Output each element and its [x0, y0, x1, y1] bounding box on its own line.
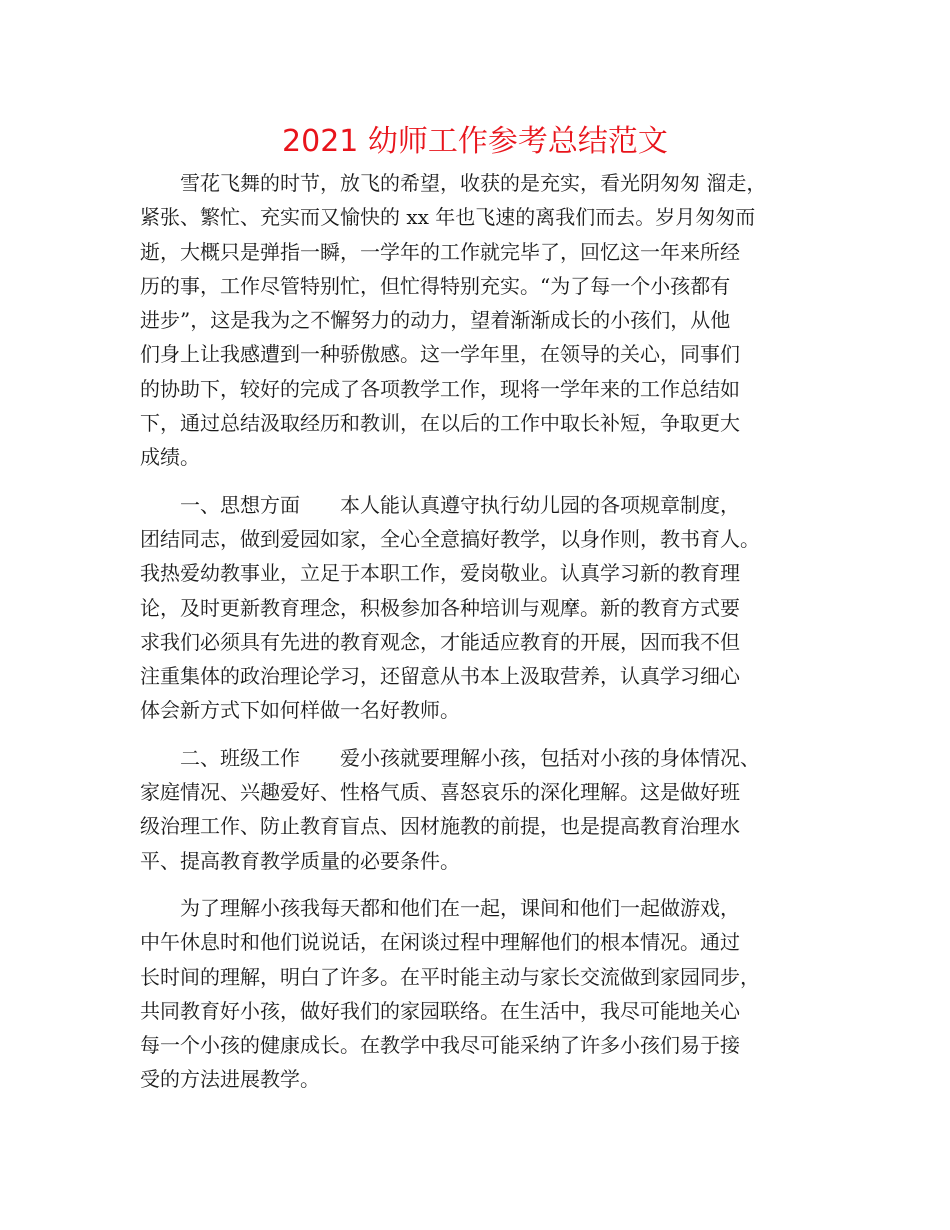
- text-line: 的协助下，较好的完成了各项教学工作，现将一学年来的工作总结如: [140, 376, 740, 401]
- text-line: 受的方法进展教学。: [140, 1067, 320, 1092]
- paragraph-spacer: [140, 728, 840, 741]
- text-line: 注重集体的政治理论学习，还留意从书本上汲取营养，认真学习细心: [140, 664, 740, 689]
- text-line: 成绩。: [140, 445, 200, 470]
- text-line: 我热爱幼教事业，立足于本职工作，爱岗敬业。认真学习新的教育理: [140, 561, 740, 586]
- paragraph-spacer: [140, 475, 840, 488]
- text-line: 共同教育好小孩，做好我们的家园联络。在生活中，我尽可能地关心: [140, 998, 740, 1023]
- text-line: 体会新方式下如何样做一名好教师。: [140, 698, 460, 723]
- text-line: 求我们必须具有先进的教育观念，才能适应教育的开展，因而我不但: [140, 629, 740, 654]
- text-line: 逝，大概只是弹指一瞬，一学年的工作就完毕了，回忆这一年来所经: [140, 239, 740, 264]
- text-line: 论，及时更新教育理念，积极参加各种培训与观摩。新的教育方式要: [140, 595, 740, 620]
- document-title: 2021 幼师工作参考总结范文: [282, 124, 668, 159]
- text-line: 下，通过总结汲取经历和教训，在以后的工作中取长补短，争取更大: [140, 411, 740, 436]
- paragraph-ideology: [140, 488, 840, 728]
- text-line: 家庭情况、兴趣爱好、性格气质、喜怒哀乐的深化理解。这是做好班: [140, 780, 740, 805]
- text-line: 每一个小孩的健康成长。在教学中我尽可能采纳了许多小孩们易于接: [140, 1033, 740, 1058]
- text-line: 团结同志，做到爱园如家，全心全意搞好教学，以身作则，教书育人。: [140, 526, 760, 551]
- text-line: 历的事，工作尽管特别忙，但忙得特别充实。“为了每一个小孩都有: [140, 273, 731, 298]
- text-line: 长时间的理解，明白了许多。在平时能主动与家长交流做到家园同步，: [140, 964, 760, 989]
- text-line: 为了理解小孩我每天都和他们在一起，课间和他们一起做游戏，: [140, 895, 740, 920]
- text-line: 雪花飞舞的时节，放飞的希望，收获的是充实，看光阴匆匆 溜走，: [140, 171, 767, 195]
- text-line: 紧张、繁忙、充实而又愉快的 xx 年也飞速的离我们而去。岁月匆匆而: [140, 205, 756, 230]
- text-line: 二、班级工作 爱小孩就要理解小孩，包括对小孩的身体情况、: [140, 745, 760, 770]
- paragraph-spacer: [140, 878, 840, 891]
- text-line: 一、思想方面 本人能认真遵守执行幼儿园的各项规章制度，: [140, 492, 740, 517]
- text-line: 进步”，这是我为之不懈努力的动力，望着渐渐成长的小孩们，从他: [140, 308, 731, 333]
- text-line: 平、提高教育教学质量的必要条件。: [140, 848, 460, 873]
- document-body: [140, 166, 840, 1097]
- text-line: 级治理工作、防止教育盲点、因材施教的前提，也是提高教育治理水: [140, 814, 740, 839]
- paragraph-class-work: [140, 741, 840, 878]
- paragraph-understanding: [140, 891, 840, 1097]
- text-line: 中午休息时和他们说说话，在闲谈过程中理解他们的根本情况。通过: [140, 930, 740, 955]
- text-line: 们身上让我感遭到一种骄傲感。这一学年里，在领导的关心，同事们: [140, 342, 740, 367]
- paragraph-intro: [140, 166, 840, 475]
